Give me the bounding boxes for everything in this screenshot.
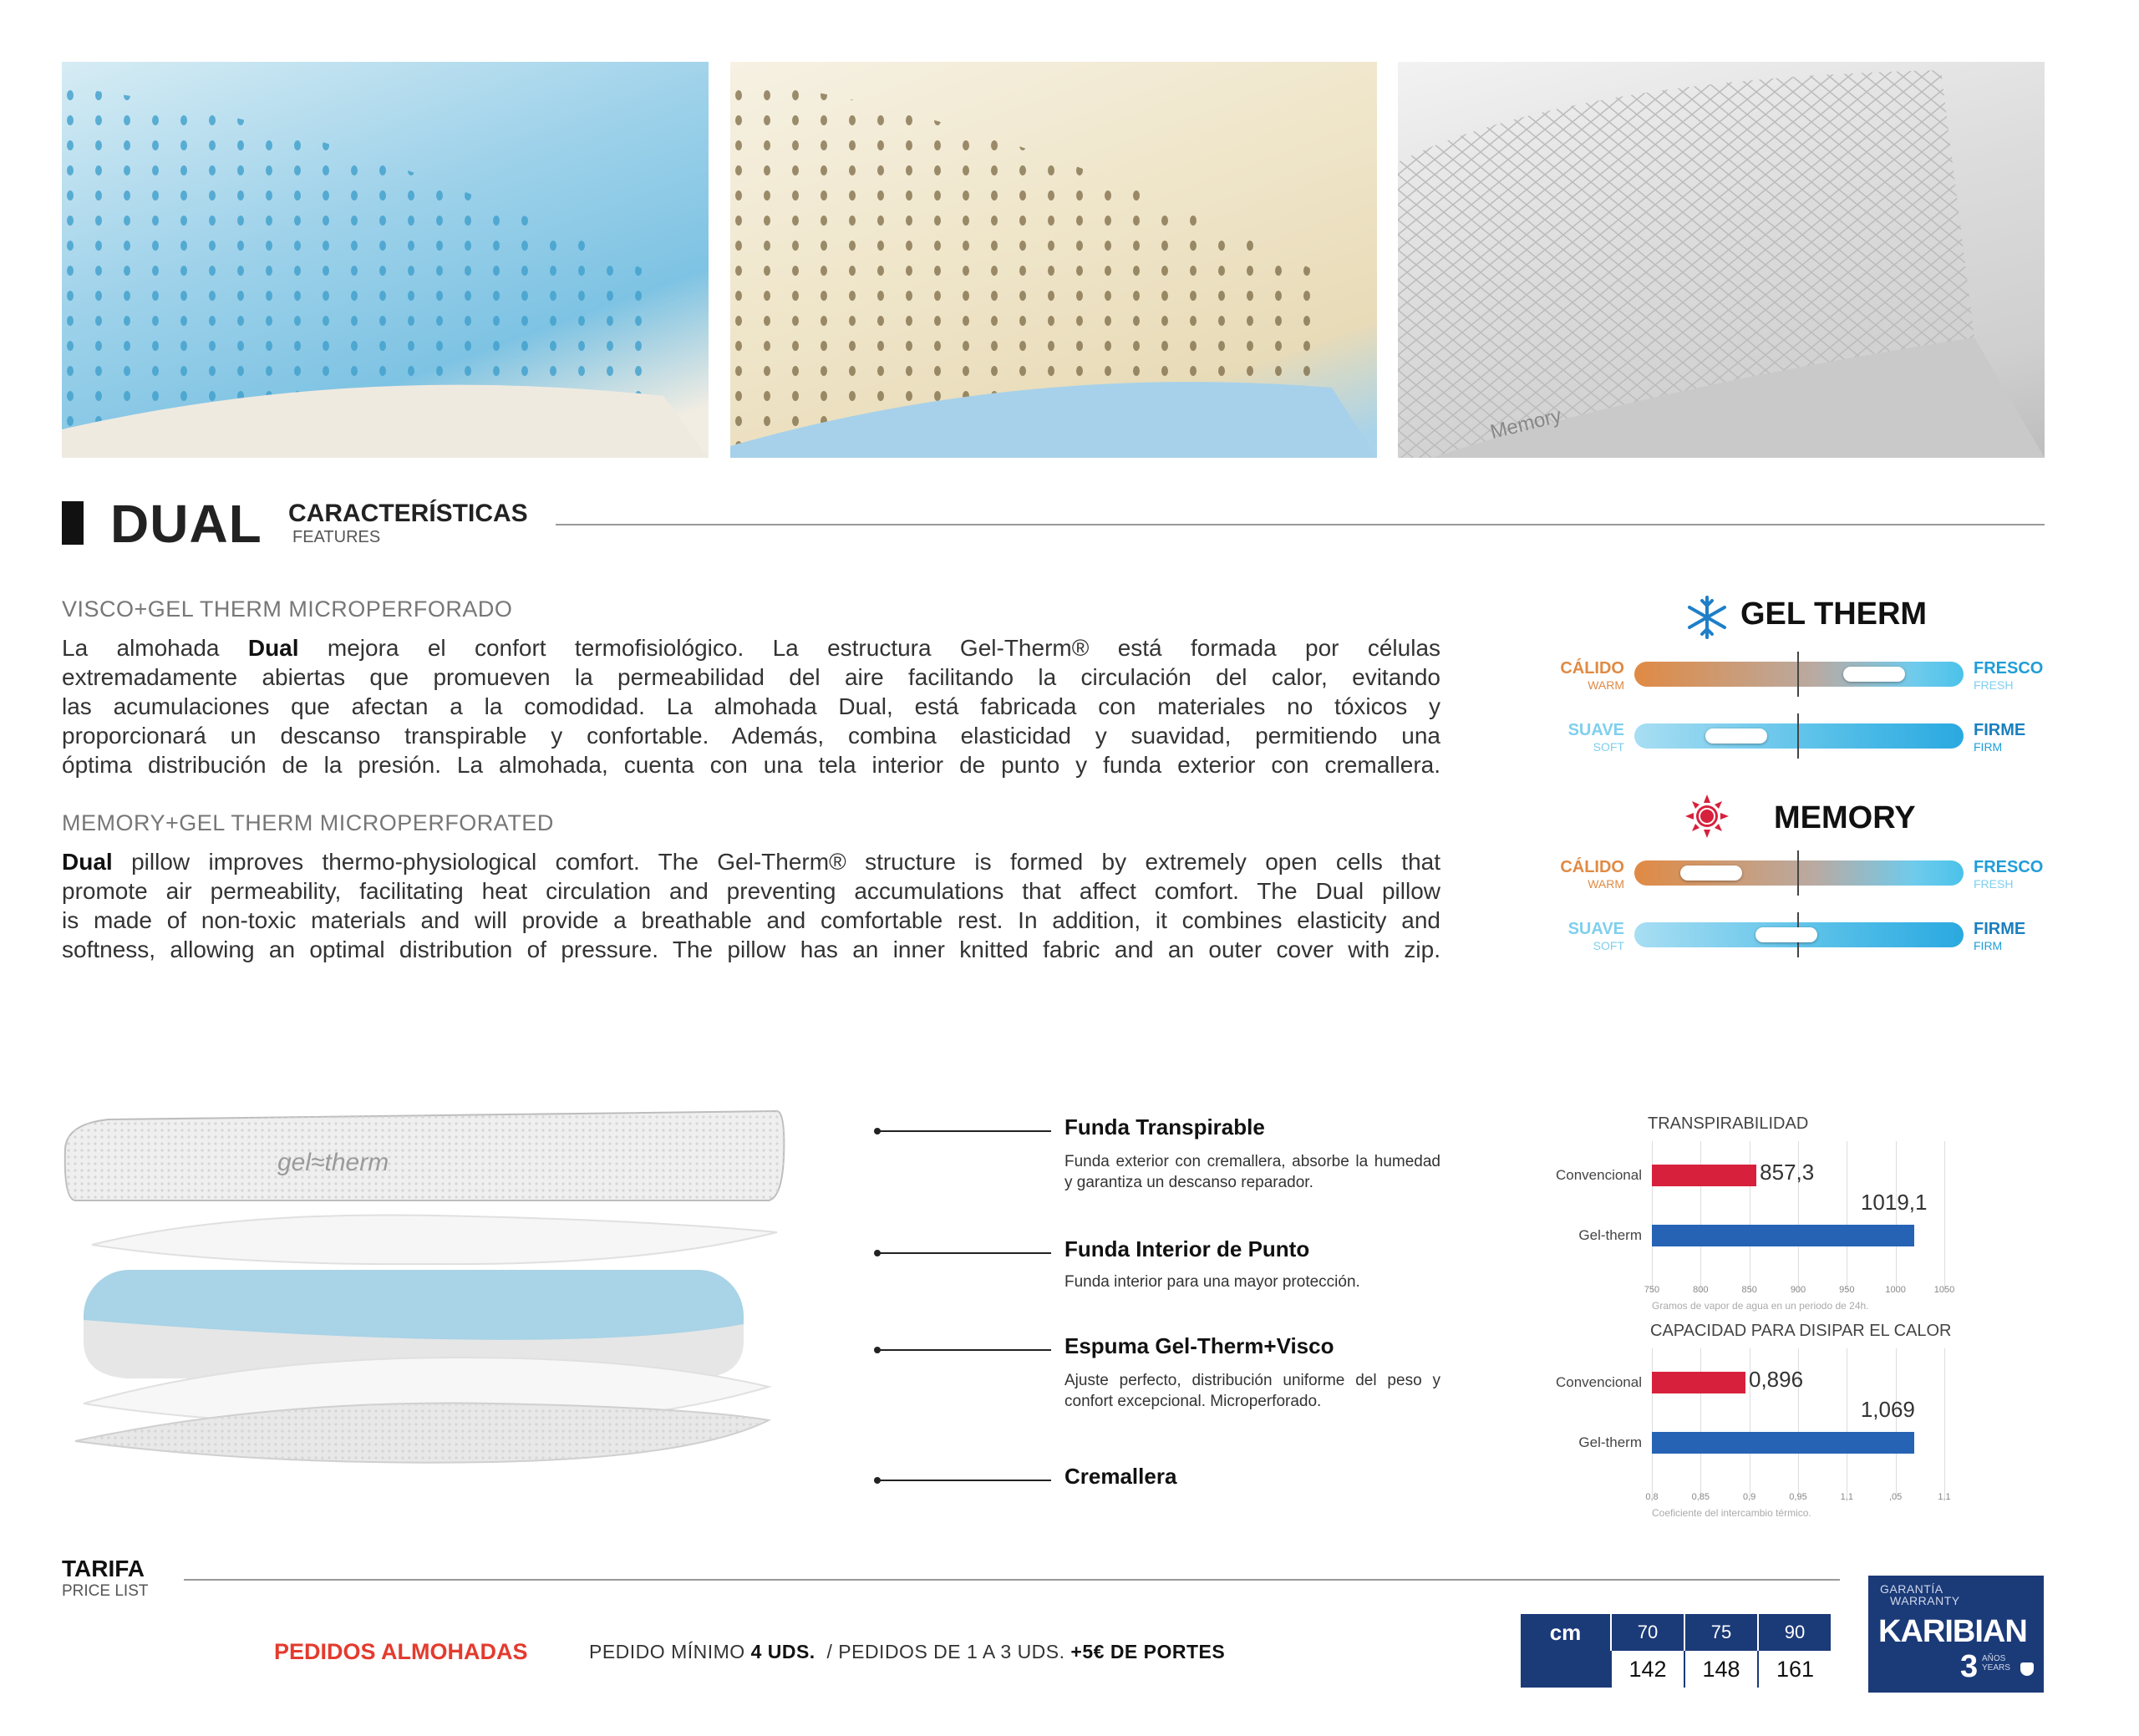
layer-title: Funda Interior de Punto [1064, 1236, 1310, 1261]
warranty-years-label: AÑOS YEARS [1982, 1654, 2010, 1673]
scale-indicator [1680, 865, 1742, 881]
en-description: Dual pillow improves thermo-physiological comfort. The Gel-Therm® structure is formed by extremely open cells that promote air permeability, facilitating heat circulation and preventing accumulations that affect comfort. The Dual pillow is made of non-toxic materials and will provide a breathable and comfortable rest. In addition, it combines elasticity and softness, allowing an optimal distribution of pressure. The pillow has an inner knitted fabric and an outer cover with zip. [62, 849, 1441, 962]
warranty-years: 3 [1960, 1649, 1979, 1684]
scale-bar [1634, 723, 1964, 749]
scale-left-label: SUAVE SOFT [1567, 920, 1624, 952]
tick-label: 950 [1839, 1285, 1855, 1295]
tick-label: 900 [1790, 1285, 1806, 1295]
pillow-layers-illustration [58, 1107, 785, 1475]
photo-memory-pillow [1398, 62, 2045, 458]
rating-title-memory: MEMORY [1774, 800, 1916, 835]
snowflake-icon [1684, 595, 1730, 644]
grid-line [1700, 1348, 1701, 1499]
tick-label: ,05 [1889, 1492, 1903, 1502]
scale-midpoint [1797, 850, 1799, 896]
size-header: 90 [1758, 1614, 1832, 1651]
heading-marker [62, 501, 84, 545]
category-label: Convencional [1555, 1374, 1642, 1390]
chart-title: CAPACIDAD PARA DISIPAR EL CALOR [1650, 1322, 1952, 1340]
warranty-badge [1868, 1576, 2044, 1693]
data-bar [1652, 1165, 1756, 1186]
tick-label: 0,9 [1743, 1492, 1756, 1502]
size-header: 75 [1684, 1614, 1758, 1651]
product-title: DUAL [110, 494, 262, 554]
data-label: 1019,1 [1860, 1190, 1928, 1215]
tick-label: 1050 [1933, 1285, 1955, 1295]
es-description: La almohada Dual mejora el confort termofisiológico. La estructura Gel-Therm® está formada por células extremadamente abiertas que promueven la permeabilidad del aire facilitando la circulación del calor, evitando las acumulaciones que afectan a la comodidad. La almohada Dual, está fabricada con materiales no tóxicos y proporcionará un descanso transpirable y confortable. Además, combina elasticidad y suavidad, permitiendo una óptima distribución de la presión. La almohada, cuenta con una tela interior de punto y funda exterior con cremallera. [62, 635, 1441, 778]
unit-header: cm [1521, 1614, 1611, 1651]
scale-right-label: FRESCO FRESH [1974, 858, 2044, 891]
quilted-pattern [1398, 62, 2045, 458]
tick-label: 1,1 [1840, 1492, 1853, 1502]
tick-label: 750 [1644, 1285, 1660, 1295]
layer-description: Ajuste perfecto, distribución uniforme del peso y confort excepcional. Microperforado. [1064, 1372, 1440, 1410]
layer-title: Cremallera [1064, 1464, 1177, 1489]
unit-cell [1521, 1651, 1611, 1688]
data-label: 857,3 [1760, 1160, 1815, 1185]
layer-pointer [877, 1252, 1051, 1254]
category-label: Gel-therm [1578, 1227, 1642, 1243]
scale-bar [1634, 662, 1964, 687]
tarifa-divider [184, 1579, 1840, 1581]
data-label: 1,069 [1860, 1397, 1915, 1422]
sun-icon [1684, 794, 1730, 843]
perforation-pattern [730, 62, 1377, 458]
orders-title: PEDIDOS ALMOHADAS [274, 1639, 528, 1664]
chart-note: Gramos de vapor de agua en un periodo de 24h. [1652, 1300, 1869, 1312]
tick-label: 1000 [1885, 1285, 1906, 1295]
scale-left-label: CÁLIDO WARM [1560, 659, 1624, 692]
tick-label: 0,8 [1645, 1492, 1659, 1502]
scale-left-label: CÁLIDO WARM [1560, 858, 1624, 891]
scale-indicator [1843, 667, 1905, 682]
layer-pointer [877, 1480, 1051, 1481]
warranty-brand: KARIBIAN [1878, 1614, 2027, 1649]
layer-title: Espuma Gel-Therm+Visco [1064, 1333, 1334, 1358]
layer-pointer [877, 1130, 1051, 1132]
grid-line [1944, 1348, 1945, 1499]
grid-line [1652, 1348, 1653, 1499]
grid-line [1652, 1141, 1653, 1292]
grid-line [1896, 1348, 1897, 1499]
price-cell: 148 [1684, 1651, 1758, 1688]
grid-line [1944, 1141, 1945, 1292]
section-subtitle: FEATURES [292, 528, 381, 546]
layer-title: Funda Transpirable [1064, 1114, 1265, 1140]
rating-title-gel-therm: GEL THERM [1740, 596, 1928, 632]
photo-visco-pillow [730, 62, 1377, 458]
photo-gel-therm-pillow [62, 62, 709, 458]
shield-icon [2020, 1662, 2034, 1676]
size-header: 70 [1611, 1614, 1684, 1651]
layer-description: Funda interior para una mayor protección. [1064, 1273, 1360, 1291]
scale-right-label: FIRME FIRM [1974, 721, 2026, 754]
data-bar [1652, 1225, 1914, 1246]
section-title: CARACTERÍSTICAS [288, 500, 528, 527]
minimum-order-text: PEDIDO MÍNIMO 4 UDS. / PEDIDOS DE 1 A 3 UDS. +5€ DE PORTES [589, 1641, 1226, 1662]
tick-label: 0,95 [1789, 1492, 1807, 1502]
data-bar [1652, 1432, 1914, 1454]
data-label: 0,896 [1749, 1367, 1804, 1392]
scale-right-label: FIRME FIRM [1974, 920, 2026, 952]
data-bar [1652, 1372, 1745, 1393]
category-label: Convencional [1555, 1167, 1642, 1183]
tick-label: 0,85 [1691, 1492, 1710, 1502]
price-list-subtitle: PRICE LIST [62, 1582, 149, 1600]
layer-pointer [877, 1349, 1051, 1351]
scale-midpoint [1797, 652, 1799, 697]
perforation-pattern [62, 62, 709, 458]
scale-indicator [1705, 728, 1767, 744]
grid-line [1896, 1141, 1897, 1292]
scale-indicator [1755, 927, 1817, 942]
tick-label: 800 [1693, 1285, 1709, 1295]
es-subtitle: VISCO+GEL THERM MICROPERFORADO [62, 596, 513, 622]
tick-label: 850 [1741, 1285, 1757, 1295]
category-label: Gel-therm [1578, 1434, 1642, 1450]
chart-note: Coeficiente del intercambio térmico. [1652, 1507, 1811, 1519]
section-divider [556, 524, 2045, 525]
warranty-label-es: GARANTÍA [1880, 1582, 1943, 1596]
layer-description: Funda exterior con cremallera, absorbe la humedad y garantiza un descanso reparador. [1064, 1153, 1440, 1191]
warranty-label-en: WARRANTY [1890, 1594, 1960, 1607]
price-cell: 161 [1776, 1656, 1815, 1682]
grid-line [1700, 1141, 1701, 1292]
memory-label: Memory [1487, 404, 1564, 444]
scale-right-label: FRESCO FRESH [1974, 659, 2044, 692]
tick-label: 1,1 [1938, 1492, 1951, 1502]
pillow-brand: gel≈therm [277, 1149, 389, 1176]
price-cell: 142 [1611, 1651, 1684, 1688]
chart-title: TRANSPIRABILIDAD [1648, 1114, 1809, 1133]
en-subtitle: MEMORY+GEL THERM MICROPERFORATED [62, 810, 554, 835]
tarifa-title: TARIFA [62, 1556, 145, 1581]
scale-left-label: SUAVE SOFT [1567, 721, 1624, 754]
price-table [1521, 1614, 1832, 1688]
scale-midpoint [1797, 713, 1799, 759]
